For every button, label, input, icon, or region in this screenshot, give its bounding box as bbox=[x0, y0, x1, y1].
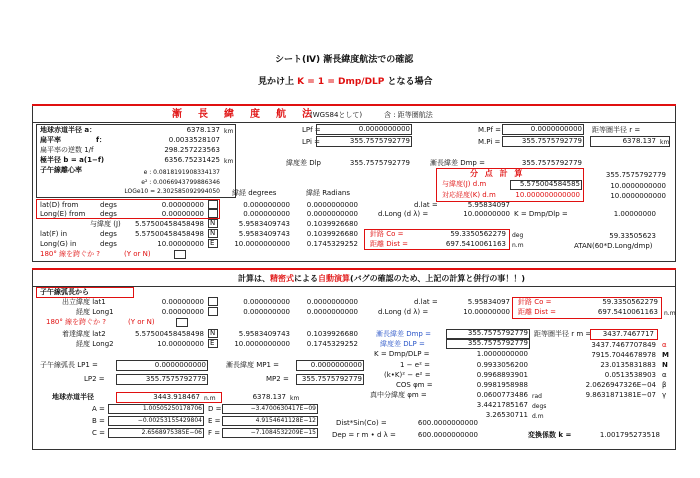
E-value: 4.9154641128E−12 bbox=[255, 417, 316, 424]
dlp-label: 緯度差 Dlp bbox=[286, 159, 322, 167]
dep-lon1-value[interactable]: 0.00000000 bbox=[161, 308, 204, 316]
mpf-value: 0.0000000000 bbox=[530, 125, 582, 133]
dep-lon1-ew[interactable] bbox=[208, 307, 218, 316]
A-label: A = bbox=[92, 405, 105, 413]
mp2-label: MP2 = bbox=[266, 375, 289, 383]
page-title: シート(Ⅳ) 漸長緯度航法での確認 bbox=[275, 55, 414, 65]
lonE-value[interactable]: 0.00000000 bbox=[161, 210, 204, 218]
one-e2-label: 1 − e² = bbox=[400, 361, 430, 369]
conv-value: 1.001795273518 bbox=[599, 431, 660, 439]
e2-value: e² : 0.0066943799886346 bbox=[141, 179, 220, 186]
dmp2-value: 355.7575792779 bbox=[467, 329, 528, 337]
dep-lat1-deg: 0.000000000 bbox=[243, 298, 290, 306]
m-value: 7915.7044678978 bbox=[591, 351, 656, 359]
dep-label: Dep = r m • d λ = bbox=[332, 431, 396, 439]
b-value: 6356.75231425 bbox=[164, 156, 220, 164]
lonE-rad: 0.0000000000 bbox=[306, 210, 358, 218]
lon-k-right: 10.0000000000 bbox=[610, 192, 666, 200]
arr-lon2-label: 経度 Long2 bbox=[76, 340, 114, 348]
E-label: E = bbox=[208, 417, 221, 425]
cross180-2-label: 180° 線を跨ぐか ? bbox=[46, 318, 107, 326]
page-subtitle: 見かけ上 K = 1 = Dmp/DLP となる場合 bbox=[258, 77, 433, 87]
latF-ns: N bbox=[210, 229, 216, 237]
arr-lat2-ns: N bbox=[210, 329, 216, 337]
section2-top-rule bbox=[32, 268, 676, 270]
lonE-deg: 0.000000000 bbox=[243, 210, 290, 218]
one-e2-value: 0.9933056200 bbox=[476, 361, 528, 369]
f-value: 0.0033528107 bbox=[168, 136, 220, 144]
dmp2-label: 漸長緯差 Dmp = bbox=[376, 330, 431, 338]
pr-label: 距等圏半径 r = bbox=[592, 126, 641, 134]
cross180-label: 180° 線を跨ぐか ? bbox=[40, 250, 101, 258]
lonG-ew: E bbox=[210, 239, 215, 247]
k-formula: K = Dmp/Dlp = bbox=[514, 210, 568, 218]
dlp2-label: 緯度差 DLP = bbox=[380, 340, 425, 348]
dmp-value: 355.7575792779 bbox=[521, 159, 582, 167]
given-ns: N bbox=[210, 219, 216, 227]
dist-value: 697.5410061163 bbox=[445, 240, 506, 248]
latD-unit: degs bbox=[100, 201, 117, 209]
phim-value: 0.0600773486 bbox=[476, 391, 528, 399]
latD-deg: 0.000000000 bbox=[243, 201, 290, 209]
kk-value: 0.9968893901 bbox=[476, 371, 528, 379]
meridian-label: 子午線弧長から bbox=[40, 288, 89, 296]
A-value: 1.00505250178706 bbox=[142, 405, 202, 412]
lp2-value: 355.7575792779 bbox=[145, 375, 206, 383]
bunten-label: 分 点 計 算 bbox=[470, 169, 525, 178]
k2-value: 1.0000000000 bbox=[476, 350, 528, 358]
a3-sym: α bbox=[662, 371, 667, 379]
k-value: 1.00000000 bbox=[613, 210, 656, 218]
dlong2-label: d.Long (d λ) = bbox=[378, 308, 429, 316]
arr-lat2-rad: 0.1039926680 bbox=[306, 330, 358, 338]
lonG-value: 10.00000000 bbox=[157, 240, 204, 248]
lpf-label: LPf = bbox=[302, 126, 321, 134]
lat-j-right: 10.0000000000 bbox=[610, 182, 666, 190]
lonE-unit: degs bbox=[100, 210, 117, 218]
col-rad-header: 緯経 Radians bbox=[306, 189, 350, 197]
lp1-label: 子午線弧長 LP1 = bbox=[40, 361, 98, 369]
dlong-value: 10.00000000 bbox=[463, 210, 510, 218]
arr-lat2-value: 5.57500458458498 bbox=[134, 330, 204, 338]
m-sym: M bbox=[662, 351, 669, 359]
earth-value: 3443.918467 bbox=[153, 393, 200, 401]
mpf-label: M.Pf = bbox=[478, 126, 502, 134]
arr-lat2-deg: 5.9583409743 bbox=[238, 330, 290, 338]
lonG-deg: 10.0000000000 bbox=[234, 240, 290, 248]
dlat-value: 5.95834097 bbox=[467, 201, 510, 209]
D-value: −3.4700630417E−09 bbox=[250, 405, 316, 412]
earth-km: 6378.137 bbox=[252, 393, 286, 401]
earth-km-unit: km bbox=[290, 395, 300, 402]
mp1-value: 0.0000000000 bbox=[310, 361, 362, 369]
dlong2-value: 10.00000000 bbox=[463, 308, 510, 316]
dep-lat1-ns[interactable] bbox=[208, 297, 218, 306]
b-unit: km bbox=[224, 158, 234, 165]
given-rad: 0.1039926680 bbox=[306, 220, 358, 228]
invf-value: 298.257223563 bbox=[164, 146, 220, 154]
b3-value: 2.0626947326E−04 bbox=[585, 381, 656, 389]
atan-label: ATAN(60*D.Long/dmp) bbox=[574, 242, 653, 250]
n-value: 23.0135831883 bbox=[600, 361, 656, 369]
phim-dm: 3.26530711 bbox=[485, 411, 528, 419]
cross180-2-input[interactable] bbox=[176, 318, 188, 327]
lonG-rad: 0.1745329252 bbox=[306, 240, 358, 248]
distsin-value: 600.0000000000 bbox=[417, 419, 478, 427]
arr-lon2-deg: 10.0000000000 bbox=[234, 340, 290, 348]
arr-lon2-value: 10.00000000 bbox=[157, 340, 204, 348]
b3-sym: β bbox=[662, 381, 667, 389]
B-value: −0.00253155429804 bbox=[137, 417, 202, 424]
lpi-value: 355.7575792779 bbox=[349, 137, 410, 145]
course2-label: 針路 Co = bbox=[518, 298, 552, 306]
F-label: F = bbox=[208, 429, 221, 437]
dep-lon1-rad: 0.0000000000 bbox=[306, 308, 358, 316]
lon-k-label: 対応経度(K) d.m bbox=[442, 191, 496, 199]
rm2-value: 3437.7467707849 bbox=[591, 341, 656, 349]
pr-unit: km bbox=[660, 139, 670, 146]
dist2-label: 距離 Dist = bbox=[518, 308, 557, 316]
e-label: 子午線離心率 bbox=[40, 166, 82, 174]
dep-lat1-rad: 0.0000000000 bbox=[306, 298, 358, 306]
e-value: e : 0.0818191908334137 bbox=[143, 169, 220, 176]
rm-value: 3437.7467717 bbox=[602, 330, 654, 338]
pr-value: 6378.137 bbox=[622, 137, 656, 145]
g3-value: 9.8631871381E−07 bbox=[585, 391, 656, 399]
latF-rad: 0.1039926680 bbox=[306, 230, 358, 238]
mp1-label: 漸長緯度 MP1 = bbox=[226, 361, 280, 369]
g3-sym: γ bbox=[662, 391, 667, 399]
cross180-yn: (Y or N) bbox=[124, 250, 151, 258]
rm2-alpha: α bbox=[662, 341, 667, 349]
log-value: LOGe10 = 2.302585092994050 bbox=[124, 188, 220, 195]
cross180-input[interactable] bbox=[174, 250, 186, 259]
dlat-label: d.lat = bbox=[414, 201, 438, 209]
dep-lon1-label: 経度 Long1 bbox=[76, 308, 114, 316]
lonE-label: Long(E) from bbox=[40, 210, 86, 218]
lonG-unit: degs bbox=[100, 240, 117, 248]
lat-j-label: 与緯度(J) d.m bbox=[442, 180, 487, 188]
dep-value: 600.0000000000 bbox=[417, 431, 478, 439]
dist-unit: n.m bbox=[512, 242, 524, 249]
mp2-value: 355.7575792779 bbox=[301, 375, 362, 383]
rm-label: 距等圏半径 r m = bbox=[534, 330, 592, 338]
lon-k-value[interactable]: 10.000000000000 bbox=[515, 191, 580, 199]
f-label: 扁平率 f： bbox=[40, 136, 107, 144]
dlat2-label: d.lat = bbox=[414, 298, 438, 306]
section1-top-rule bbox=[32, 104, 676, 106]
cos-value: 0.9981958988 bbox=[476, 381, 528, 389]
dmp-label: 漸長緯差 Dmp = bbox=[430, 159, 485, 167]
dlong-label: d.Long (d λ) = bbox=[378, 210, 429, 218]
phim-deg: 3.4421785167 bbox=[476, 401, 528, 409]
latF-value: 5.57500458458498 bbox=[134, 230, 204, 238]
latF-label: lat(F) in bbox=[40, 230, 68, 238]
dlp-value: 355.7575792779 bbox=[349, 159, 410, 167]
b-label: 極半径 b = a(1−f) bbox=[40, 156, 105, 164]
latD-value[interactable]: 0.00000000 bbox=[161, 201, 204, 209]
earth-unit: n.m bbox=[204, 395, 216, 402]
dist-label: 距離 Dist = bbox=[370, 240, 409, 248]
arr-lat2-label: 着達緯度 lat2 bbox=[62, 330, 106, 338]
given-label: 与緯度 (J) bbox=[90, 220, 121, 228]
latD-label: lat(D) from bbox=[40, 201, 79, 209]
dist2-value: 697.5410061163 bbox=[597, 308, 658, 316]
dlat2-value: 5.95834097 bbox=[467, 298, 510, 306]
a-unit: km bbox=[224, 128, 234, 135]
C-value: 2.6568975385E−06 bbox=[141, 429, 202, 436]
latF-unit: degs bbox=[100, 230, 117, 238]
lonG-label: Long(G) in bbox=[40, 240, 77, 248]
course-value: 59.3350562279 bbox=[450, 230, 506, 238]
lonE-ew[interactable] bbox=[208, 209, 218, 218]
B-label: B = bbox=[92, 417, 105, 425]
conv-label: 変換係数 k = bbox=[528, 431, 572, 439]
a-label: 地球赤道半径 a： bbox=[40, 126, 97, 134]
course-right: 59.33505623 bbox=[609, 232, 656, 240]
cos-label: COS φm = bbox=[396, 381, 433, 389]
latF-deg: 5.9583409743 bbox=[238, 230, 290, 238]
arr-lon2-rad: 0.1745329252 bbox=[306, 340, 358, 348]
given-deg: 5.9583409743 bbox=[238, 220, 290, 228]
distsin-label: Dist*Sin(Co) = bbox=[336, 419, 387, 427]
phim-label: 真中分緯度 φm = bbox=[370, 391, 427, 399]
D-label: D = bbox=[208, 405, 222, 413]
latD-rad: 0.0000000000 bbox=[306, 201, 358, 209]
course2-value: 59.3350562279 bbox=[602, 298, 658, 306]
lat-j-value[interactable]: 5.575004584585 bbox=[519, 180, 580, 188]
section2-title: 計算は、精密式による自動演算(バグの確認のため、上記の計算と併行の事！！) bbox=[238, 274, 525, 283]
given-value: 5.57500458458498 bbox=[134, 220, 204, 228]
lp2-label: LP2 = bbox=[84, 375, 105, 383]
dmp-right-value: 355.7575792779 bbox=[605, 171, 666, 179]
method-note: 含 : 距等圏航法 bbox=[384, 111, 433, 119]
phim-unit: rad bbox=[532, 393, 542, 400]
dep-lon1-deg: 0.000000000 bbox=[243, 308, 290, 316]
arr-lon2-ew: E bbox=[210, 339, 215, 347]
section1-title: 漸 長 緯 度 航 法 bbox=[172, 109, 315, 120]
dep-lat1-label: 出立緯度 lat1 bbox=[62, 298, 106, 306]
F-value: −7.1084532209E−15 bbox=[250, 429, 316, 436]
a-value: 6378.137 bbox=[186, 126, 220, 134]
dlp2-value: 355.7575792779 bbox=[467, 339, 528, 347]
latD-ns[interactable] bbox=[208, 200, 218, 209]
dist2-unit: n.m bbox=[664, 310, 676, 317]
n-sym: N bbox=[662, 361, 668, 369]
mpi-value: 355.7575792779 bbox=[521, 137, 582, 145]
col-deg-header: 緯経 degrees bbox=[232, 189, 277, 197]
kk-label: (k•K)² − e² = bbox=[384, 371, 431, 379]
lp1-value: 0.0000000000 bbox=[154, 361, 206, 369]
lpf-value: 0.0000000000 bbox=[358, 125, 410, 133]
mpi-label: M.Pi = bbox=[478, 138, 501, 146]
lpi-label: LPi = bbox=[302, 138, 321, 146]
cross180-2-yn: (Y or N) bbox=[128, 318, 155, 326]
phim-deg-unit: degs bbox=[532, 403, 547, 410]
phim-dm-unit: d.m bbox=[532, 413, 544, 420]
k2-label: K = Dmp/DLP = bbox=[374, 350, 430, 358]
C-label: C = bbox=[92, 429, 105, 437]
earth-label: 地球赤道半径 bbox=[52, 393, 94, 401]
course-label: 針路 Co = bbox=[370, 230, 404, 238]
wgs-note: (WGS84として) bbox=[310, 111, 363, 119]
a3-value: 0.0513538903 bbox=[604, 371, 656, 379]
dep-lat1-value[interactable]: 0.00000000 bbox=[161, 298, 204, 306]
section1-header-rule bbox=[32, 122, 676, 123]
invf-label: 扁平率の逆数 1/f bbox=[40, 146, 94, 154]
course-unit: deg bbox=[512, 232, 524, 239]
